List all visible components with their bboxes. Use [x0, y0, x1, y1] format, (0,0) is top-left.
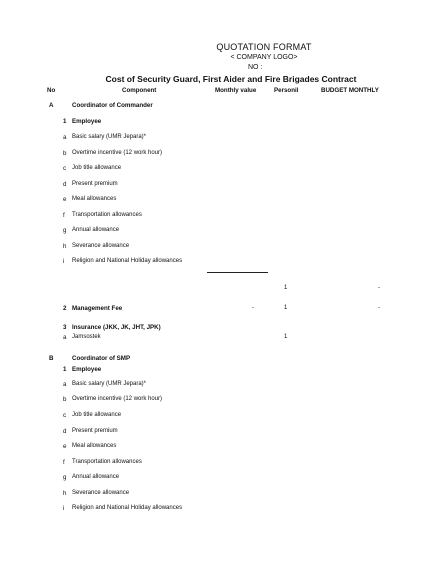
- list-item-label: Annual allowance: [72, 474, 120, 480]
- column-header-component: Component: [122, 87, 157, 94]
- list-item-label: Present premium: [72, 181, 118, 187]
- insurance-number: 3: [63, 324, 67, 331]
- list-item-label: Meal allowances: [72, 196, 117, 202]
- list-item-code: a: [63, 134, 67, 141]
- contract-title: Cost of Security Guard, First Aider and Fire Brigades Contract: [105, 74, 357, 84]
- list-item-label: Present premium: [72, 428, 118, 434]
- section-a-subtotal-personil: 1: [284, 285, 288, 291]
- management-fee-value: -: [252, 305, 254, 311]
- list-item-code: g: [63, 474, 67, 481]
- list-item-code: b: [63, 150, 67, 157]
- insurance-item-code: a: [63, 334, 67, 341]
- list-item-label: Overtime incentive (12 work hour): [72, 396, 163, 402]
- list-item-code: h: [63, 243, 67, 250]
- document-title: QUOTATION FORMAT: [216, 42, 312, 52]
- list-item-label: Meal allowances: [72, 443, 117, 449]
- subtotal-divider: [207, 272, 268, 273]
- list-item-code: f: [63, 212, 65, 219]
- list-item-code: e: [63, 443, 67, 450]
- list-item-label: Transportation allowances: [72, 212, 142, 218]
- section-a-employee-label: Employee: [72, 118, 102, 125]
- list-item-code: i: [63, 505, 65, 512]
- list-item-code: c: [63, 165, 67, 172]
- company-logo-placeholder: < COMPANY LOGO>: [230, 54, 298, 61]
- section-a-subtotal-budget: -: [378, 285, 380, 291]
- section-a-employee-number: 1: [63, 118, 67, 125]
- list-item-code: i: [63, 258, 65, 265]
- list-item-code: d: [63, 181, 67, 188]
- list-item-label: Annual allowance: [72, 227, 120, 233]
- list-item-code: e: [63, 196, 67, 203]
- list-item-code: d: [63, 428, 67, 435]
- list-item-label: Job title allowance: [72, 412, 122, 418]
- section-b-letter: B: [49, 355, 54, 362]
- insurance-item-label: Jamsostek: [72, 334, 101, 340]
- section-a-letter: A: [49, 102, 54, 109]
- list-item-code: b: [63, 396, 67, 403]
- document-number: NO :: [248, 64, 263, 71]
- section-b-employee-label: Employee: [72, 366, 102, 373]
- management-fee-personil: 1: [284, 305, 288, 311]
- list-item-code: f: [63, 459, 65, 466]
- list-item-label: Basic salary (UMR Jepara)*: [72, 381, 147, 387]
- list-item-code: h: [63, 490, 67, 497]
- section-b-employee-number: 1: [63, 366, 67, 373]
- list-item-code: a: [63, 381, 67, 388]
- list-item-code: c: [63, 412, 67, 419]
- list-item-label: Religion and National Holiday allowances: [72, 505, 183, 511]
- section-a-title: Coordinator of Commander: [72, 102, 153, 109]
- section-b-title: Coordinator of SMP: [72, 355, 131, 362]
- column-header-personil: Personil: [274, 87, 299, 94]
- list-item-label: Severance allowance: [72, 243, 130, 249]
- column-header-budget-monthly: BUDGET MONTHLY: [321, 87, 379, 94]
- management-fee-label: Management Fee: [72, 305, 123, 312]
- list-item-label: Severance allowance: [72, 490, 130, 496]
- list-item-code: g: [63, 227, 67, 234]
- list-item-label: Basic salary (UMR Jepara)*: [72, 134, 147, 140]
- column-header-monthly-value: Monthly value: [215, 87, 257, 94]
- list-item-label: Job title allowance: [72, 165, 122, 171]
- list-item-label: Transportation allowances: [72, 459, 142, 465]
- insurance-label: Insurance (JKK, JK, JHT, JPK): [72, 324, 161, 331]
- column-header-no: No: [47, 87, 56, 94]
- list-item-label: Overtime incentive (12 work hour): [72, 150, 163, 156]
- insurance-personil: 1: [284, 334, 288, 340]
- management-fee-number: 2: [63, 305, 67, 312]
- list-item-label: Religion and National Holiday allowances: [72, 258, 183, 264]
- management-fee-budget: -: [378, 305, 380, 311]
